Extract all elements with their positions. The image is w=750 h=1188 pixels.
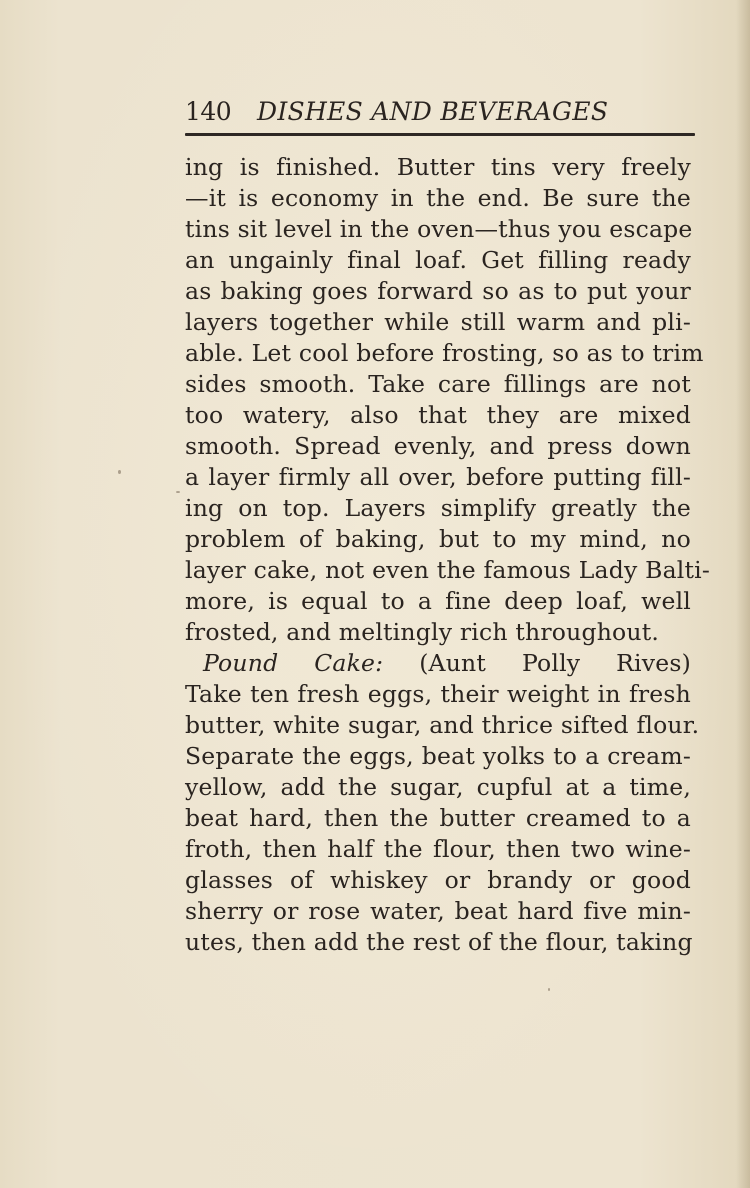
- text-line: butter, white sugar, and thrice sifted flour.: [185, 711, 700, 739]
- text-line: as baking goes forward so as to put your: [185, 277, 691, 305]
- page-number: 140: [185, 97, 232, 126]
- recipe-title: Pound Cake:: [203, 649, 384, 677]
- recipe-attribution: (Aunt Polly Rives): [419, 649, 691, 677]
- text-line: Separate the eggs, beat yolks to a cream-: [185, 742, 691, 770]
- text-line: a layer firmly all over, before putting fill-: [185, 463, 691, 491]
- text-line: an ungainly final loaf. Get filling ready: [185, 246, 691, 274]
- text-line: —it is economy in the end. Be sure the: [185, 184, 691, 212]
- text-line: ing is finished. Butter tins very freely: [185, 153, 691, 181]
- paper-speck: [548, 988, 550, 991]
- text-line: Take ten fresh eggs, their weight in fresh: [185, 680, 691, 708]
- text-line: smooth. Spread evenly, and press down: [185, 432, 691, 460]
- running-title: DISHES AND BEVERAGES: [257, 97, 609, 126]
- text-line: layers together while still warm and pli-: [185, 308, 691, 336]
- text-line: froth, then half the flour, then two wine-: [185, 835, 691, 863]
- text-line: layer cake, not even the famous Lady Balti-: [185, 556, 711, 584]
- text-line: too watery, also that they are mixed: [185, 401, 691, 429]
- text-line: tins sit level in the oven—thus you escape: [185, 215, 693, 243]
- paper-speck: [176, 491, 180, 493]
- text-line: beat hard, then the butter creamed to a: [185, 804, 691, 832]
- text-line: sherry or rose water, beat hard five min-: [185, 897, 691, 925]
- text-line: ing on top. Layers simplify greatly the: [185, 494, 691, 522]
- paper-speck: [118, 470, 121, 474]
- page-header: [185, 95, 695, 135]
- text-line: more, is equal to a fine deep loaf, well: [185, 587, 691, 615]
- text-line: frosted, and meltingly rich throughout.: [185, 618, 660, 646]
- recipe-heading-line: [185, 648, 691, 679]
- text-line: able. Let cool before frosting, so as to trim: [185, 339, 704, 367]
- text-line: problem of baking, but to my mind, no: [185, 525, 691, 553]
- text-line: yellow, add the sugar, cupful at a time,: [185, 773, 691, 801]
- text-line: glasses of whiskey or brandy or good: [185, 866, 691, 894]
- text-line: sides smooth. Take care fillings are not: [185, 370, 691, 398]
- body-text: [185, 152, 711, 958]
- page-edge-shadow: [736, 0, 750, 1188]
- header-rule: [185, 133, 695, 136]
- text-line: utes, then add the rest of the flour, taking: [185, 928, 693, 956]
